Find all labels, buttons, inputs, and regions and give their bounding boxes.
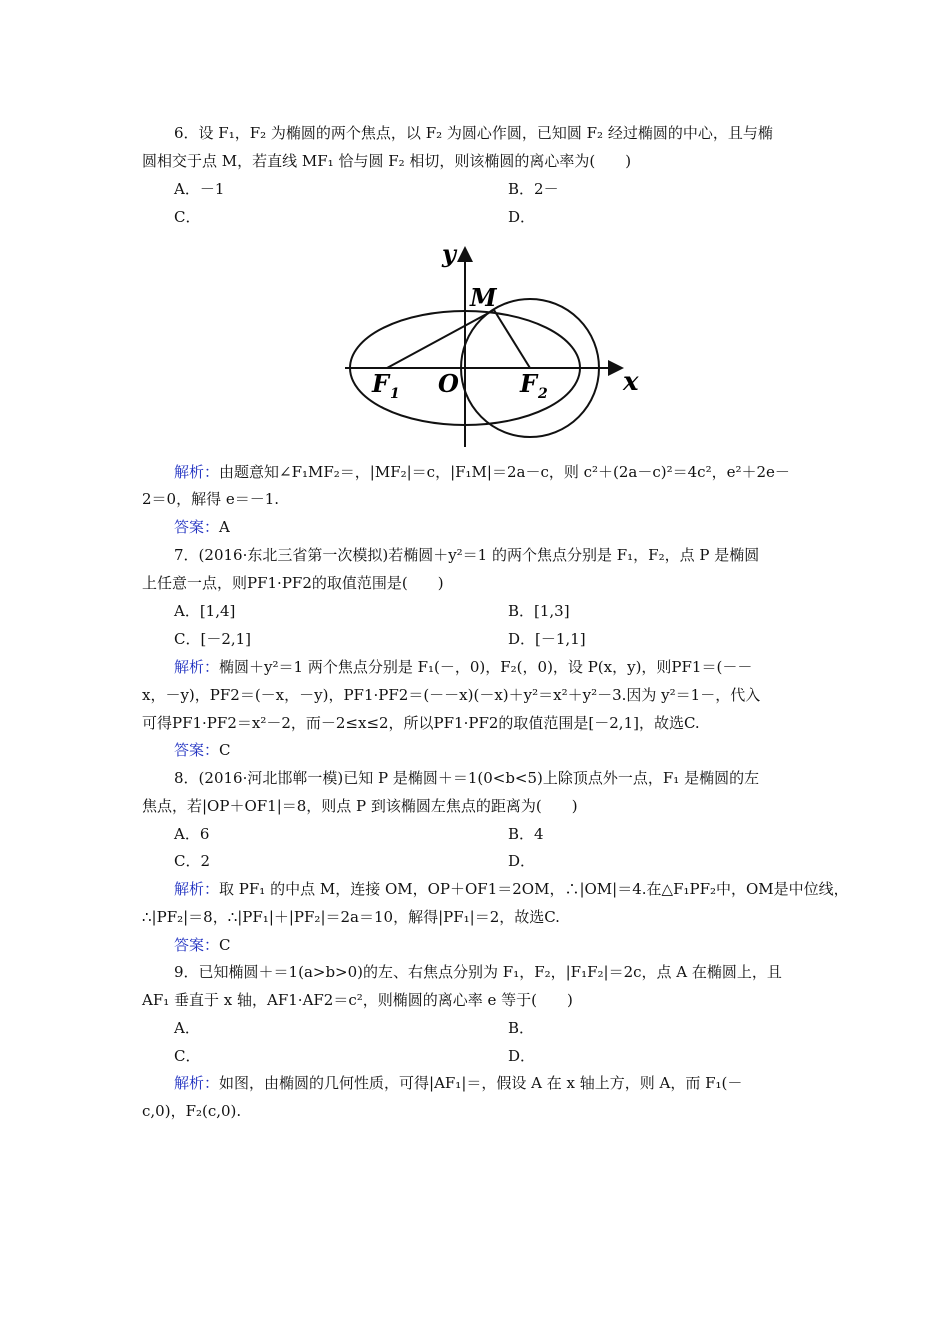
q8-option-d: D． (508, 852, 536, 870)
q8-analysis-line-1 (174, 879, 849, 899)
q7-analysis-line-3: 可得PF1·PF2＝x²－2，而－2≤x≤2，所以PF1·PF2的取值范围是[－2,1]，故选C. (142, 714, 700, 732)
label-o: O (438, 369, 459, 398)
q8-analysis-line-2: ∴|PF₂|＝8，∴|PF₁|＋|PF₂|＝2a＝10，解得|PF₁|＝2，故选C. (142, 908, 560, 926)
label-f1: F (372, 369, 390, 398)
q7-analysis-line-1 (174, 657, 752, 677)
q9-option-d: D． (508, 1047, 536, 1065)
q7-stem-line-2: 上任意一点，则PF1·PF2的取值范围是( ) (142, 574, 444, 592)
q8-stem-line-1: 8．(2016·河北邯郸一模)已知 P 是椭圆＋＝1(0<b<5)上除顶点外一点，F₁ 是椭圆的左 (174, 769, 760, 787)
q8-stem-line-2: 焦点，若|OP＋OF1|＝8，则点 P 到该椭圆左焦点的距离为( ) (142, 797, 578, 815)
q8-answer (174, 935, 231, 955)
q9-option-a: A． (174, 1019, 200, 1037)
q7-answer (174, 740, 231, 760)
q6-answer-label: 答案： (174, 518, 220, 536)
q8-option-c: C．2 (174, 852, 211, 870)
q6-option-d: D． (508, 208, 536, 226)
q6-option-c: C． (174, 208, 201, 226)
q9-option-b: B． (508, 1019, 535, 1037)
q8-analysis-text-1: 取 PF₁ 的中点 M，连接 OM，OP＋OF1＝2OM，∴|OM|＝4.在△F₁PF₂中，OM是中位线， (219, 880, 849, 898)
ellipse-circle-figure (330, 232, 650, 452)
q9-option-c: C． (174, 1047, 201, 1065)
q6-analysis-label: 解析： (174, 463, 220, 481)
q7-analysis-line-2: x，－y)，PF2＝(－x，－y)，PF1·PF2＝(－－x)(－x)＋y²＝x²＋y²－3.因为 y²＝1－，代入 (142, 686, 761, 704)
q9-stem-line-1: 9．已知椭圆＋＝1(a>b>0)的左、右焦点分别为 F₁，F₂，|F₁F₂|＝2c，点 A 在椭圆上，且 (174, 963, 782, 981)
q9-analysis-line-1 (174, 1073, 742, 1093)
label-m: M (470, 283, 497, 312)
q6-stem-line-1: 6．设 F₁，F₂ 为椭圆的两个焦点，以 F₂ 为圆心作圆，已知圆 F₂ 经过椭圆的中心，且与椭 (174, 124, 773, 142)
q6-analysis-line-2: 2＝0，解得 e＝－1. (142, 490, 280, 508)
q8-option-b: B．4 (508, 825, 544, 843)
q6-stem-line-2: 圆相交于点 M，若直线 MF₁ 恰与圆 F₂ 相切，则该椭圆的离心率为( ) (142, 152, 632, 170)
q8-answer-value: C (219, 936, 231, 954)
q7-answer-value: C (219, 741, 231, 759)
q8-answer-label: 答案： (174, 936, 220, 954)
q7-option-a: A．[1,4] (174, 602, 236, 620)
label-x: x (623, 367, 639, 397)
label-y: y (442, 239, 456, 268)
q8-option-a: A．6 (174, 825, 210, 843)
q7-analysis-text-1: 椭圆＋y²＝1 两个焦点分别是 F₁(－，0)，F₂(，0)，设 P(x，y)，则PF1＝(－－ (219, 658, 753, 676)
q6-option-b: B．2－ (508, 180, 559, 198)
q9-analysis-label: 解析： (174, 1074, 220, 1092)
label-f2: F (520, 369, 538, 398)
q6-answer (174, 517, 230, 537)
label-f1-subscript: 1 (390, 386, 400, 402)
label-f2-subscript: 2 (538, 386, 548, 402)
q7-stem-line-1: 7．(2016·东北三省第一次模拟)若椭圆＋y²＝1 的两个焦点分别是 F₁，F₂，点 P 是椭圆 (174, 546, 760, 564)
q8-analysis-label: 解析： (174, 880, 220, 898)
q7-analysis-label: 解析： (174, 658, 220, 676)
q9-analysis-line-2: c,0)，F₂(c,0). (142, 1102, 242, 1120)
q7-answer-label: 答案： (174, 741, 220, 759)
q6-answer-value: A (219, 518, 230, 536)
q9-stem-line-2: AF₁ 垂直于 x 轴，AF1·AF2＝c²，则椭圆的离心率 e 等于( ) (142, 991, 573, 1009)
q6-analysis-text-1: 由题意知∠F₁MF₂＝，|MF₂|＝c，|F₁M|＝2a－c，则 c²＋(2a－c)²＝4c²，e²＋2e－ (219, 463, 790, 481)
q6-option-a: A．－1 (174, 180, 225, 198)
q9-analysis-text-1: 如图，由椭圆的几何性质，可得|AF₁|＝，假设 A 在 x 轴上方，则 A，而 F₁(－ (219, 1074, 743, 1092)
q7-option-d: D．[－1,1] (508, 630, 586, 648)
q7-option-b: B．[1,3] (508, 602, 570, 620)
q6-analysis-line-1 (174, 462, 790, 482)
q7-option-c: C．[－2,1] (174, 630, 252, 648)
segment-f1-m (387, 310, 494, 368)
